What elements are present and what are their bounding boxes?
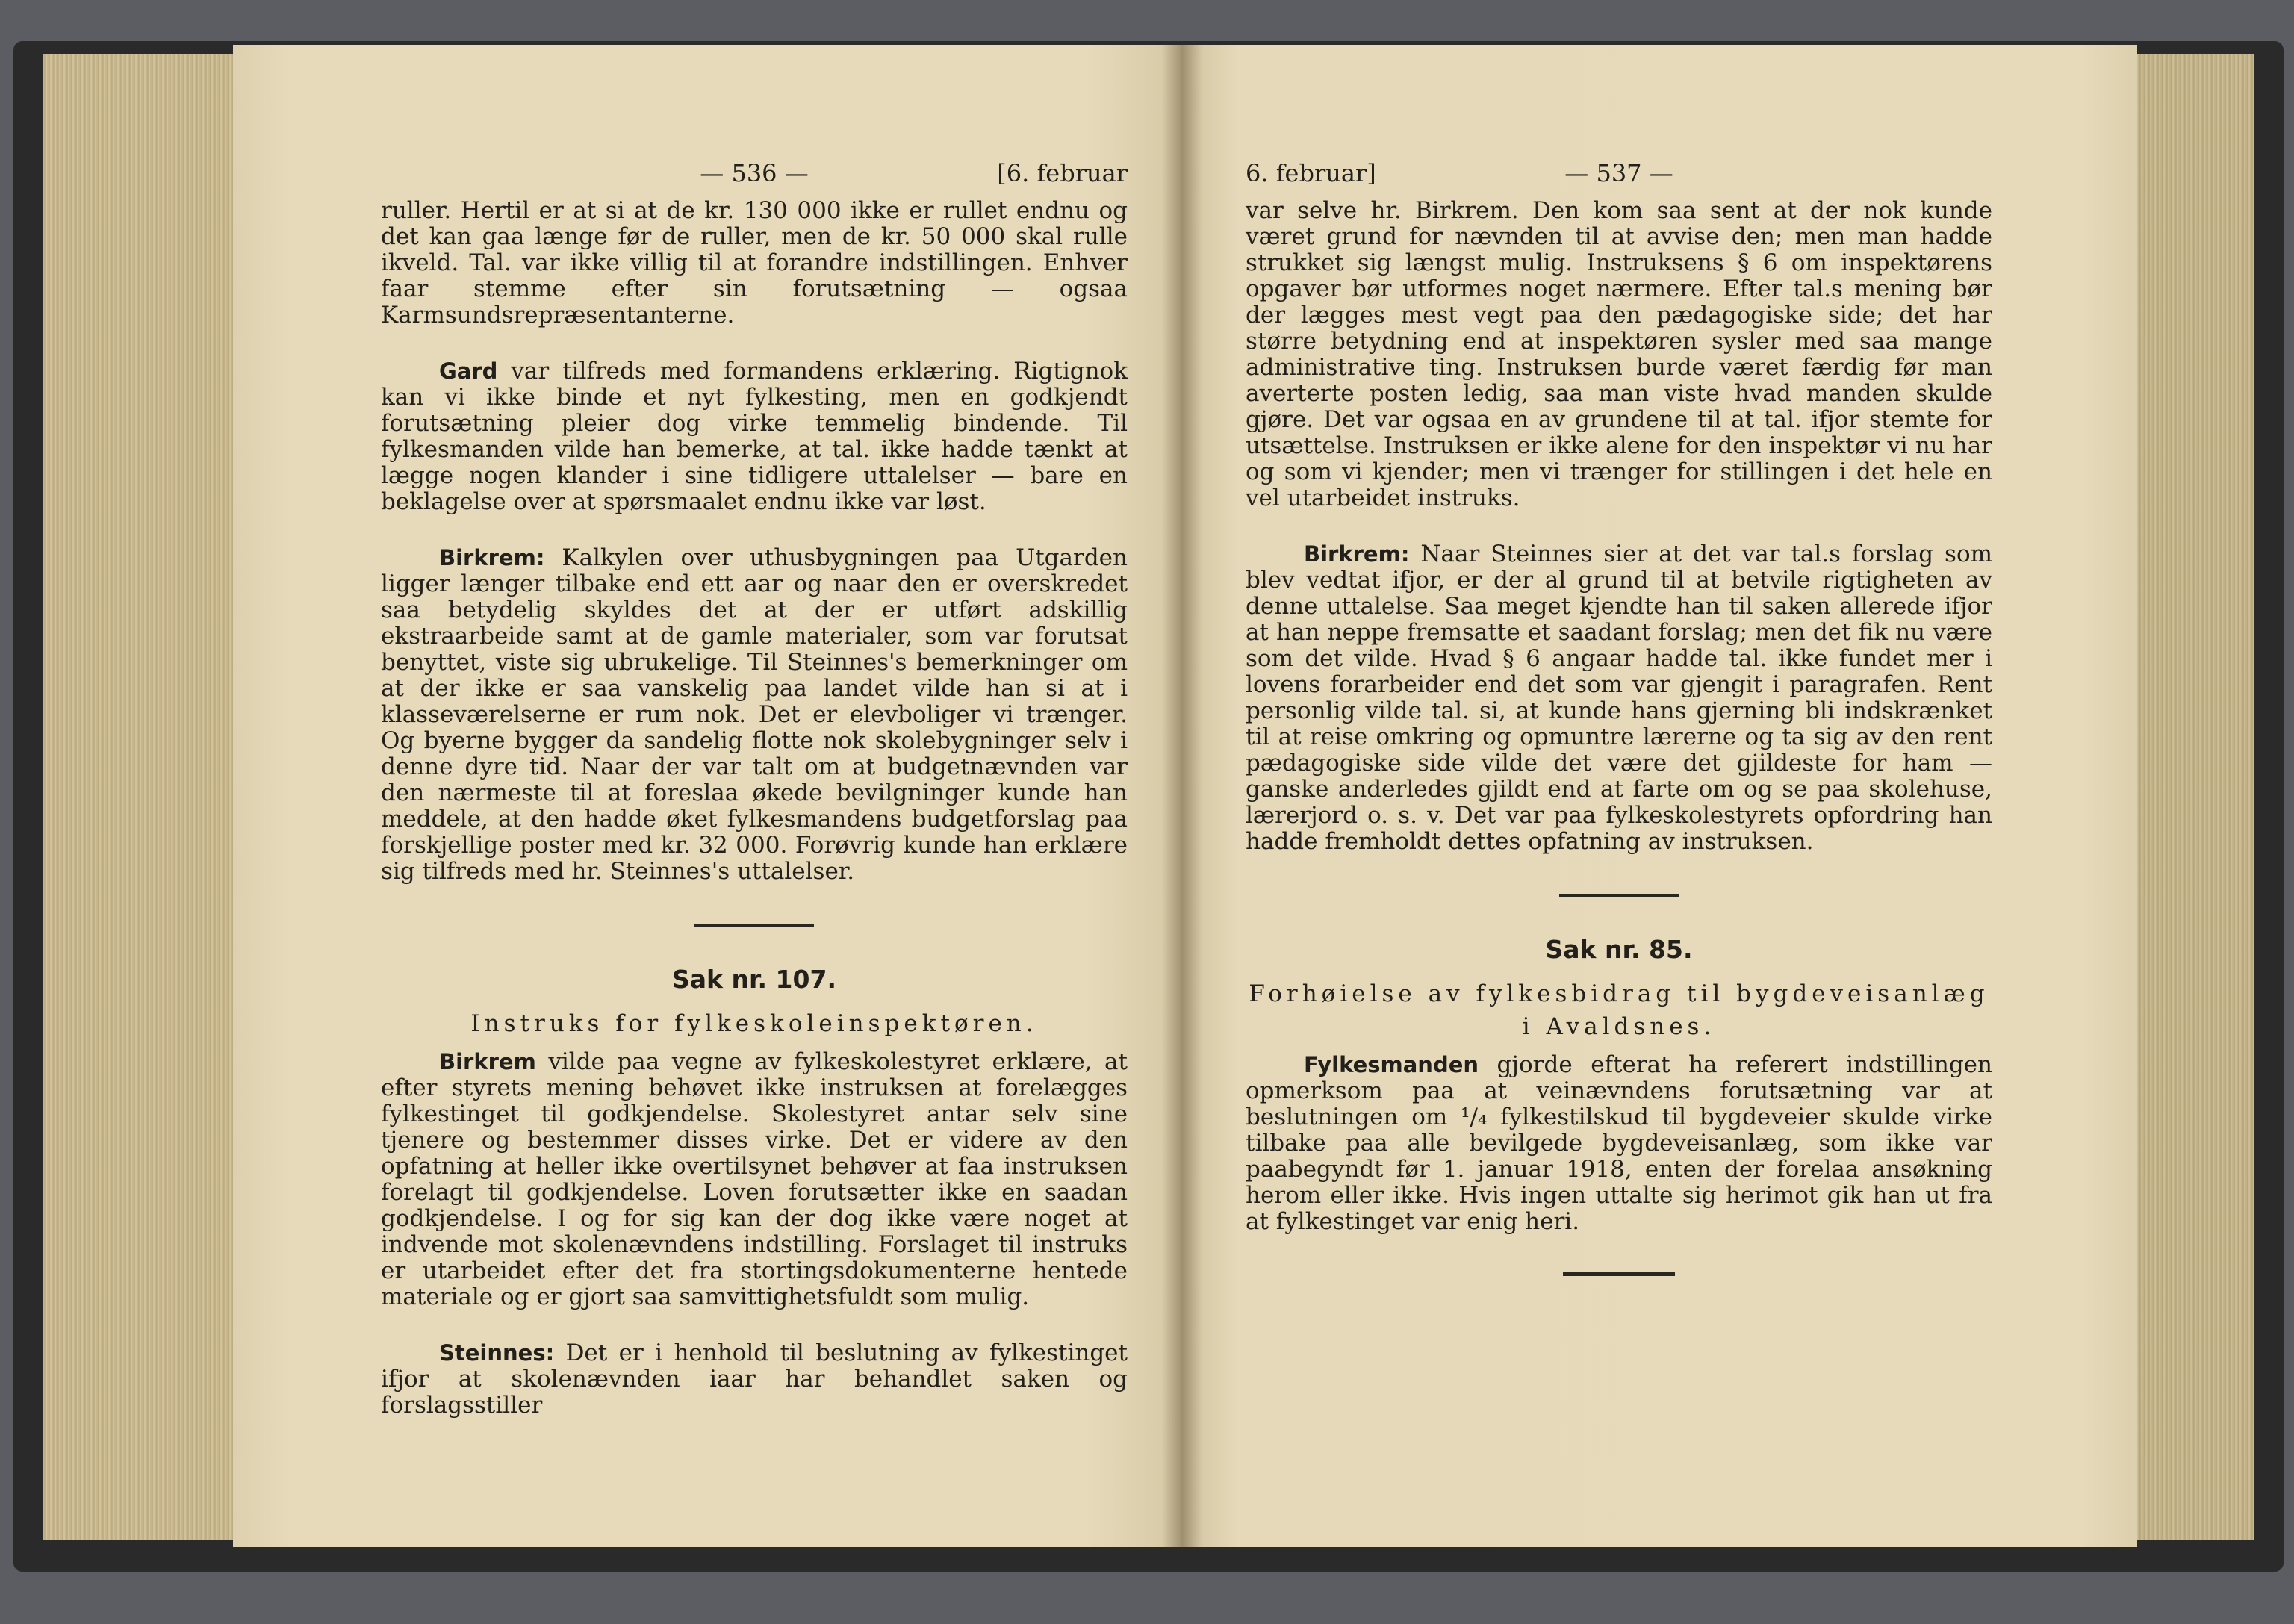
left-page-header [381,161,1128,189]
paragraph [381,358,1128,515]
case-heading: Sak nr. 85. [1545,935,1693,964]
paragraph [1246,198,1992,511]
speaker-name: Gard [439,358,498,384]
page-edges-left [43,54,234,1540]
case-title-line: Forhøielse av fylkesbidrag til bygdeveisanlæg [1249,980,1989,1007]
speaker-name: Fylkesmanden [1304,1052,1479,1077]
page-edges-right [2134,54,2254,1540]
paragraph-text: var tilfreds med formandens erklæring. Rigtignok kan vi ikke binde et nyt fylkesting, men en godkjendt forutsætning pleier dog virke temmelig bindende. Til fylkesmanden vilde han bemerke, at tal. ikke hadde tænkt at lægge nogen klander i sine tidligere uttalelser — bare en beklagelse over at spørsmaalet endnu ikke var løst. [381,358,1128,515]
paragraph [381,545,1128,885]
page-number: — 536 — [700,159,809,187]
right-page-text [1246,161,1992,1315]
case-title-line: i Avaldsnes. [1522,1013,1716,1040]
paragraph-text: Kalkylen over uthusbygningen paa Utgarden ligger længer tilbake end ett aar og naar den er overskredet saa betydelig skyldes det at der er utført adskillig ekstraarbeide samt at de gamle materialer, som var forutsat benyttet, viste sig ubrukelige. Til Steinnes's bemerkninger om at der ikke er saa vanskelig paa landet vilde han si at i klasseværelserne er rum nok. Det er elevboliger vi trænger. Og byerne bygger da sandelig flotte nok skolebygninger selv i denne dyre tid. Naar der var talt om at budgetnævnden var den nærmeste til at foreslaa økede bevilgninger kunde han meddele, at den hadde øket fylkesmandens budgetforslag paa forskjellige poster med kr. 32 000. Forøvrig kunde han erklære sig tilfreds med hr. Steinnes's uttalelser. [381,544,1128,885]
section-divider [1559,894,1679,897]
speaker-name: Steinnes: [439,1340,555,1366]
paragraph-text: Naar Steinnes sier at det var tal.s forslag som blev vedtat ifjor, er der al grund til at betvile rigtigheten av denne uttalelse. Saa meget kjendte han til saken allerede ifjor at han neppe fremsatte et saadant forslag; men det fik nu være som det vilde. Hvad § 6 angaar hadde tal. ikke fundet mer i lovens forarbeider end det som var gjengit i paragrafen. Rent personlig vilde tal. si, at kunde hans gjerning bli indskrænket til at reise omkring og opmuntre lærerne og ta sig av den rent pædagogiske side vilde det være det gjildeste for ham — ganske anderledes gjildt end at farte om og se paa skolehuse, lærerjord o. s. v. Det var paa fylkeskolestyrets opfordring han hadde fremholdt dettes opfatning av instruksen. [1246,541,1992,855]
paragraph-text: vilde paa vegne av fylkeskolestyret erklære, at efter styrets mening behøvet ikke instruksen at forelægges fylkestinget til godkjendelse. Skolestyret antar selv sine tjenere og bestemmer disses virke. Det er videre av den opfatning at heller ikke overtilsynet behøver at faa instruksen forelagt til godkjendelse. Loven forutsætter ikke en saadan godkjendelse. I og for sig kan der dog ikke være noget at indvende mot skolenævndens indstilling. Forslaget til instruks er utarbeidet efter det fra stortingsdokumenterne hentede materiale og er gjort saa samvittighetsfuldt som mulig. [381,1048,1128,1310]
speaker-name: Birkrem: [1304,541,1410,567]
paragraph [1246,1052,1992,1235]
case-heading: Sak nr. 107. [672,965,836,994]
page-number: — 537 — [1564,159,1673,187]
paragraph [381,1049,1128,1310]
section-divider [1563,1272,1675,1276]
paragraph [381,198,1128,329]
paragraph-text: ruller. Hertil er at si at de kr. 130 000 ikke er rullet endnu og det kan gaa længe før de ruller, men de kr. 50 000 skal rulle ikveld. Tal. var ikke villig til at forandre indstillingen. Enhver faar stemme efter sin forutsætning — ogsaa Karmsundsrepræsentanterne. [381,197,1128,329]
paragraph [1246,541,1992,855]
paragraph [381,1340,1128,1419]
right-page-header [1246,161,1992,189]
speaker-name: Birkrem [439,1049,536,1074]
left-page-text [381,161,1128,1419]
paragraph-text: gjorde efterat ha referert indstillingen opmerksom paa at veinævndens forutsætning var at beslutningen om ¹/₄ fylkestilskud til bygdeveier skulde virke tilbake paa alle bevilgede bygdeveisanlæg, som ikke var paabegyndt før 1. januar 1918, enten der forelaa ansøkning herom eller ikke. Hvis ingen uttalte sig herimot gik han ut fra at fylkestinget var enig heri. [1246,1051,1992,1235]
case-title: Instruks for fylkeskoleinspektøren. [470,1010,1038,1037]
speaker-name: Birkrem: [439,545,545,570]
case-title [1246,977,1992,1043]
book-gutter [1162,45,1202,1547]
section-divider [694,924,814,927]
paragraph-text: Det er i henhold til beslutning av fylkestinget ifjor at skolenævnden iaar har behandlet saken og forslagsstiller [381,1340,1128,1419]
page-date: 6. februar] [1246,159,1376,187]
page-date: [6. februar [997,159,1128,187]
paragraph-text: var selve hr. Birkrem. Den kom saa sent at der nok kunde været grund for nævnden til at avvise den; men man hadde strukket sig længst mulig. Instruksens § 6 om inspektørens opgaver bør utformes noget nærmere. Efter tal.s mening bør der lægges mest vegt paa den pædagogiske side; det har større betydning end at inspektøren sysler med saa mange administrative ting. Instruksen burde været færdig før man averterte posten ledig, saa man viste hvad manden skulde gjøre. Det var ogsaa en av grundene til at tal. ifjor stemte for utsættelse. Instruksen er ikke alene for den inspektør vi nu har og som vi kjender; men vi trænger for stillingen i det hele en vel utarbeidet instruks. [1246,197,1992,511]
